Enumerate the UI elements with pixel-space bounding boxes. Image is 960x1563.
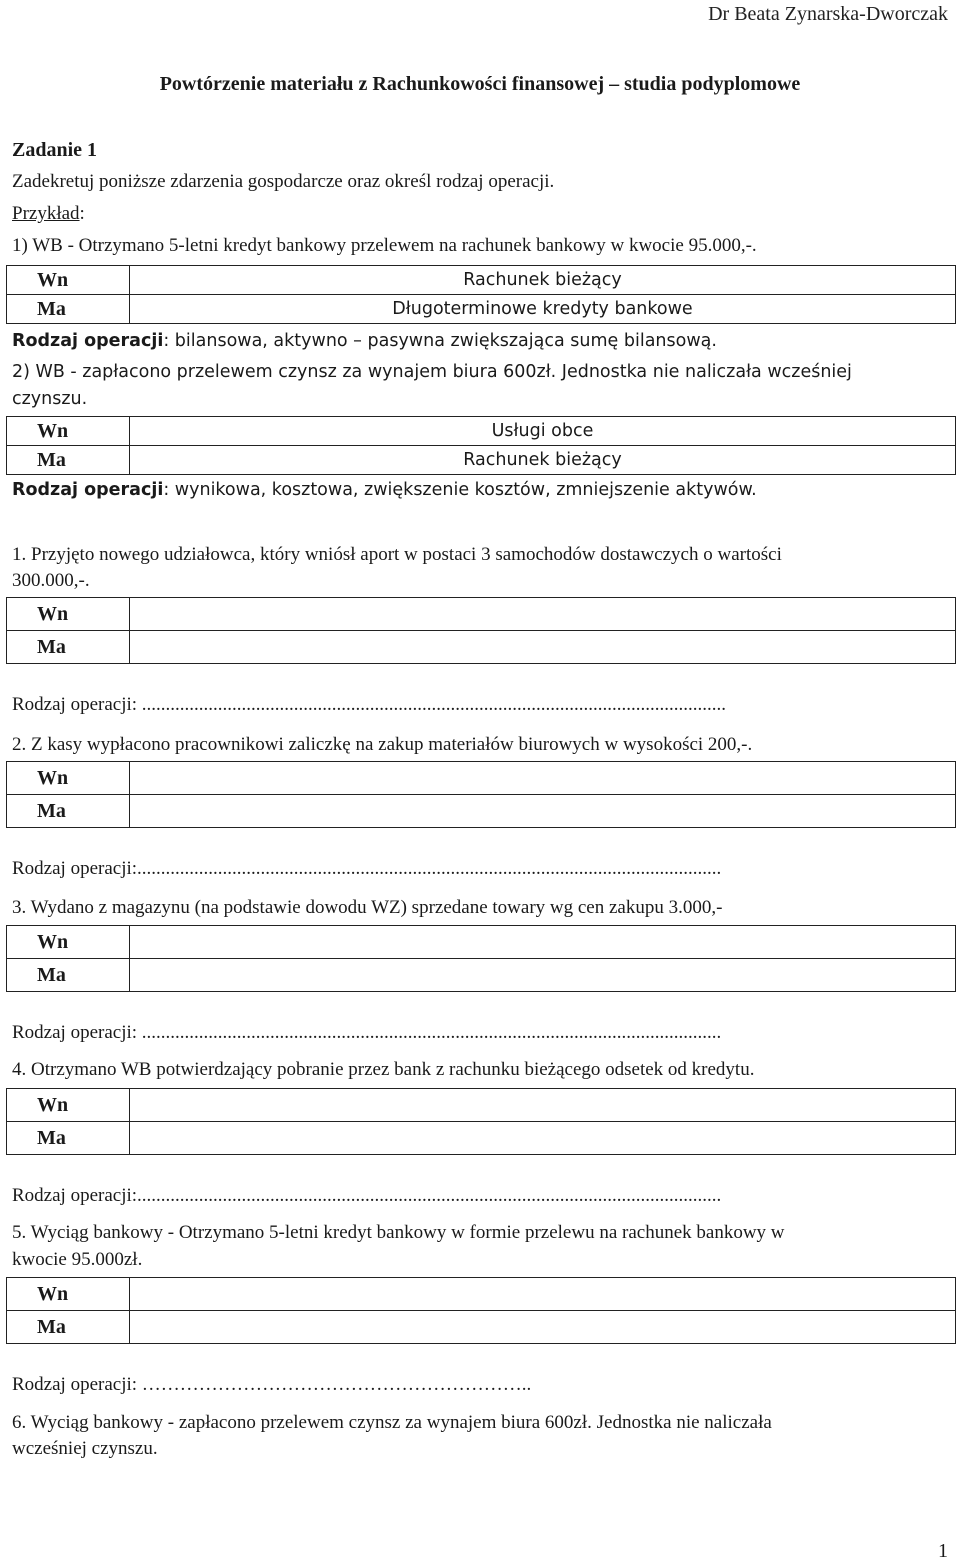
exercise-4-text: 4. Otrzymano WB potwierdzający pobranie przez bank z rachunku bieżącego odsetek od kredytu. xyxy=(12,1059,755,1080)
wn-label: Wn xyxy=(7,926,130,959)
exercise-3-op-type-line: Rodzaj operacji: .......................................................................................................................... xyxy=(12,1022,722,1043)
op-type-label: Rodzaj operacji xyxy=(12,480,164,500)
author-name: Dr Beata Zynarska-Dworczak xyxy=(708,3,948,25)
exercise-2-entry-table xyxy=(6,761,956,828)
example-label: Przykład xyxy=(12,203,80,224)
page-number: 1 xyxy=(938,1540,948,1562)
wn-label: Wn xyxy=(7,762,130,795)
exercise-4-entry-table xyxy=(6,1088,956,1155)
op-type-value: : wynikowa, kosztowa, zwiększenie kosztów, zmniejszenie aktywów. xyxy=(163,480,757,500)
ma-account: Długoterminowe kredyty bankowe xyxy=(130,295,956,324)
exercise-1-entry-table xyxy=(6,597,956,664)
ma-account: Rachunek bieżący xyxy=(130,446,956,475)
exercise-6-text-line2: wcześniej czynszu. xyxy=(12,1438,158,1459)
exercise-1-op-type-line: Rodzaj operacji: ........................................................................................................................... xyxy=(12,694,727,715)
exercise-3-entry-table xyxy=(6,925,956,992)
exercise-2-op-type-line: Rodzaj operacji:........................................................................................................................... xyxy=(12,858,722,879)
exercise-5-op-type-line: Rodzaj operacji: …………………………………………………….. xyxy=(12,1374,532,1395)
wn-label: Wn xyxy=(7,598,130,631)
op-type-value: : bilansowa, aktywno – pasywna zwiększająca sumę bilansową. xyxy=(163,331,717,351)
wn-label: Wn xyxy=(7,266,130,295)
ma-label: Ma xyxy=(7,446,130,475)
ma-account-blank[interactable] xyxy=(130,1311,956,1344)
ma-label: Ma xyxy=(7,1122,130,1155)
ma-label: Ma xyxy=(7,1311,130,1344)
exercise-2-text: 2. Z kasy wypłacono pracownikowi zaliczkę na zakup materiałów biurowych w wysokości 200,-. xyxy=(12,734,753,755)
wn-label: Wn xyxy=(7,417,130,446)
op-type-label: Rodzaj operacji xyxy=(12,331,164,351)
wn-label: Wn xyxy=(7,1278,130,1311)
exercise-1-text-line2: 300.000,-. xyxy=(12,570,90,591)
ma-label: Ma xyxy=(7,631,130,664)
wn-account: Rachunek bieżący xyxy=(130,266,956,295)
example-2-entry-table xyxy=(6,416,956,475)
wn-account-blank[interactable] xyxy=(130,1278,956,1311)
exercise-5-text-line1: 5. Wyciąg bankowy - Otrzymano 5-letni kredyt bankowy w formie przelewu na rachunek bankowy w xyxy=(12,1222,785,1243)
exercise-5-entry-table xyxy=(6,1277,956,1344)
wn-account-blank[interactable] xyxy=(130,762,956,795)
example-2-text-line2: czynszu. xyxy=(12,389,88,409)
ma-label: Ma xyxy=(7,795,130,828)
ma-row xyxy=(7,446,956,475)
exercise-1-text-line1: 1. Przyjęto nowego udziałowca, który wniósł aport w postaci 3 samochodów dostawczych o wartości xyxy=(12,544,782,565)
wn-row xyxy=(7,266,956,295)
page-title: Powtórzenie materiału z Rachunkowości finansowej – studia podyplomowe xyxy=(159,73,801,95)
example-2-text-line1: 2) WB - zapłacono przelewem czynsz za wynajem biura 600zł. Jednostka nie naliczała wcześniej xyxy=(12,362,852,382)
exercise-6-text-line1: 6. Wyciąg bankowy - zapłacono przelewem czynsz za wynajem biura 600zł. Jednostka nie naliczała xyxy=(12,1412,772,1433)
wn-account: Usługi obce xyxy=(130,417,956,446)
exercise-3-text: 3. Wydano z magazynu (na podstawie dowodu WZ) sprzedane towary wg cen zakupu 3.000,- xyxy=(12,897,723,918)
example-1-op-type xyxy=(12,329,717,353)
ma-account-blank[interactable] xyxy=(130,1122,956,1155)
example-1-text: 1) WB - Otrzymano 5-letni kredyt bankowy przelewem na rachunek bankowy w kwocie 95.000,-. xyxy=(12,235,757,256)
wn-account-blank[interactable] xyxy=(130,1089,956,1122)
ma-account-blank[interactable] xyxy=(130,631,956,664)
exercise-4-op-type-line: Rodzaj operacji:........................................................................................................................... xyxy=(12,1185,722,1206)
task-instruction: Zadekretuj poniższe zdarzenia gospodarcze oraz określ rodzaj operacji. xyxy=(12,171,555,192)
example-1-entry-table xyxy=(6,265,956,324)
ma-row xyxy=(7,295,956,324)
ma-label: Ma xyxy=(7,959,130,992)
example-heading xyxy=(12,202,85,226)
wn-label: Wn xyxy=(7,1089,130,1122)
example-2-op-type xyxy=(12,478,757,502)
task-heading: Zadanie 1 xyxy=(12,139,98,161)
wn-account-blank[interactable] xyxy=(130,598,956,631)
ma-label: Ma xyxy=(7,295,130,324)
exercise-5-text-line2: kwocie 95.000zł. xyxy=(12,1249,143,1270)
ma-account-blank[interactable] xyxy=(130,959,956,992)
wn-row xyxy=(7,417,956,446)
wn-account-blank[interactable] xyxy=(130,926,956,959)
ma-account-blank[interactable] xyxy=(130,795,956,828)
example-colon: : xyxy=(79,203,85,224)
